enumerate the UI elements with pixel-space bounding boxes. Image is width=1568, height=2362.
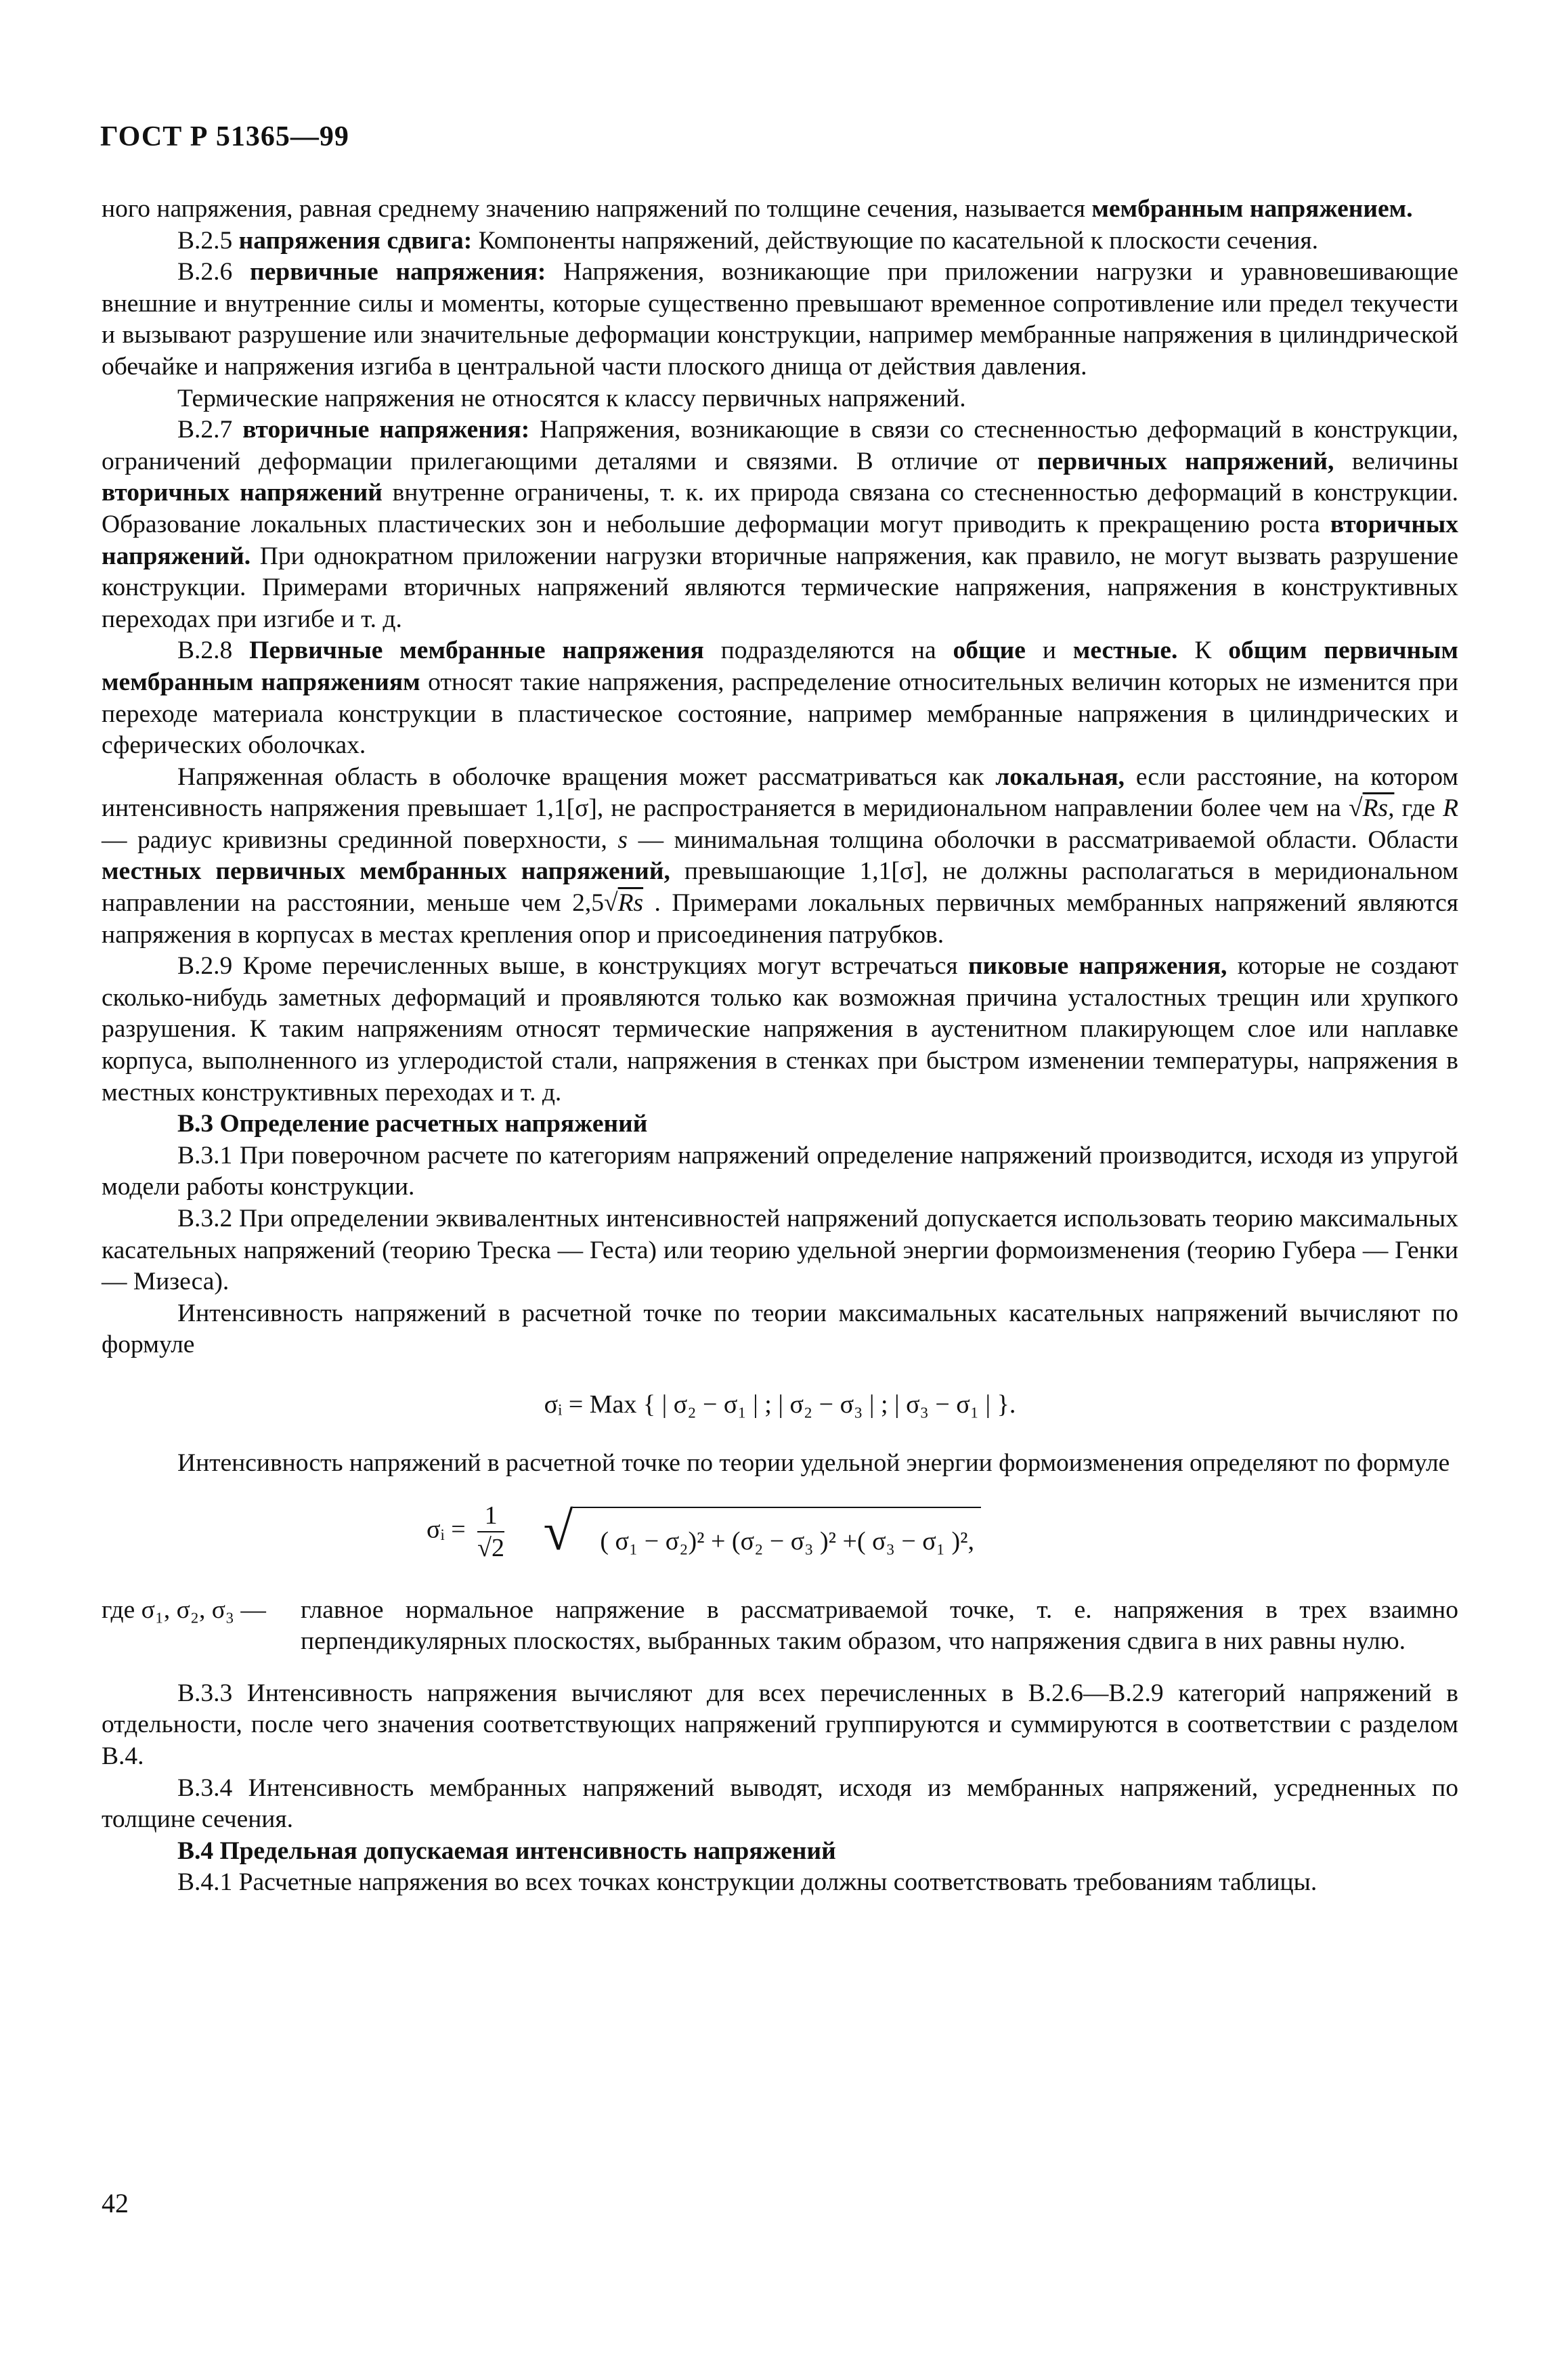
radical-sign-icon: √ — [543, 1501, 573, 1562]
paragraph-b41: В.4.1 Расчетные напряжения во всех точках конструкции должны соответствовать требованиям таблицы. — [177, 1868, 1317, 1897]
paragraph: ного напряжения, равная среднему значению напряжений по толщине сечения, называется мембранным напряжением. — [102, 195, 1413, 223]
paragraph-b34: В.3.4 Интенсивность мембранных напряжений выводят, исходя из мембранных напряжений, усредненных по толщине сечения. — [102, 1774, 1458, 1834]
paragraph: Интенсивность напряжений в расчетной точке по теории максимальных касательных напряжений вычисляют по формуле — [102, 1299, 1458, 1359]
paragraph-b28: В.2.8 Первичные мембранные напряжения подразделяются на общие и местные. К общим первичным мембранным напряжениям относят такие напряжения, распределение относительных величин которых не изменится при переходе материала конструкции в пластическое состояние, например мембранные напряжения в цилиндрических и сферических оболочках. — [102, 637, 1459, 760]
document-body — [102, 194, 1458, 1899]
formula-von-mises: σᵢ = $\frac{1}{√2}$ √ ( σ₁ − σ₂)² + (σ₂ − σ₃ )² +( σ₃ − σ₁ )², — [102, 1480, 1458, 1595]
section-heading-b3: В.3 Определение расчетных напряжений — [177, 1110, 648, 1138]
term: напряжения сдвига: — [238, 226, 473, 255]
paragraph-b26: В.2.6 первичные напряжения: Напряжения, возникающие при приложении нагрузки и уравновешивающие внешние и внутренние силы и моменты, которые существенно превышают временное сопротивление или предел текучести и вызывают разрушение или значительные деформации конструкции, например мембранные напряжения в цилиндрической обечайке и напряжения изгиба в центральной части плоского днища от действия давления. — [102, 258, 1458, 381]
fraction: $\frac{1}{√2}$ — [477, 1501, 504, 1562]
paragraph: Напряженная область в оболочке вращения может рассматриваться как локальная, если расстояние, на котором интенсивность напряжения превышает 1,1[σ], не распространяется в меридиональном направлении более чем на √Rs, где R — радиус кривизны срединной поверхности, s — минимальная толщина оболочки в рассматриваемой области. Области местных первичных мембранных напряжений, превышающие 1,1[σ], не должны располагаться в меридиональном направлении на расстоянии, меньше чем 2,5√Rs . Примерами локальных первичных мембранных напряжений являются напряжения в корпусах в местах крепления опор и присоединения патрубков. — [102, 763, 1458, 949]
paragraph-b32: В.3.2 При определении эквивалентных интенсивностей напряжений допускается использовать теорию максимальных касательных напряжений (теорию Треска — Геста) или теорию удельной энергии формоизменения (теорию Губера — Генки — Мизеса). — [102, 1205, 1458, 1296]
where-clause: где σ₁, σ₂, σ₃ — главное нормальное напряжение в рассматриваемой точке, т. е. напряжения в трех взаимно перпендикулярных плоскостях, выбранных таким образом, что напряжения сдвига в них равны нулю. — [102, 1595, 1458, 1656]
paragraph-b27: В.2.7 вторичные напряжения: Напряжения, возникающие в связи со стесненностью деформаций в конструкции, ограничений деформации прилегающими деталями и связями. В отличие от первичных напряжений, величины вторичных напряжений внутренне ограничены, т. к. их природа связана со стесненностью деформаций в конструкции. Образование локальных пластических зон и небольшие деформации могут приводить к прекращению роста вторичных напряжений. При однократном приложении нагрузки вторичные напряжения, как правило, не могут вызвать разрушение конструкции. Примерами вторичных напряжений являются термические напряжения, напряжения в конструктивных переходах при изгибе и т. д. — [102, 416, 1459, 633]
paragraph: Интенсивность напряжений в расчетной точке по теории удельной энергии формоизменения определяют по формуле — [177, 1448, 1450, 1477]
page-number: 42 — [102, 2188, 129, 2218]
formula-max-shear: σᵢ = Max { | σ₂ − σ₁ | ; | σ₂ − σ₃ | ; | σ₃ − σ₁ | }. — [544, 1390, 1016, 1419]
paragraph-b33: В.3.3 Интенсивность напряжения вычисляют для всех перечисленных в В.2.6—В.2.9 категорий напряжений в отдельности, после чего значения соответствующих напряжений группируются и суммируются в соответствии с разделом В.4. — [102, 1679, 1458, 1770]
term: вторичные напряжения: — [242, 416, 530, 444]
term: первичные напряжения: — [250, 258, 546, 286]
paragraph-b29: В.2.9 Кроме перечисленных выше, в конструкциях могут встречаться пиковые напряжения, которые не создают сколько-нибудь заметных деформаций и проявляются только как возможная причина усталостных трещин или хрупкого разрушения. К таким напряжениям относят термические напряжения в аустенитном плакирующем слое или наплавке корпуса, выполненного из углеродистой стали, напряжения в стенках при быстром изменении температуры, напряжения в местных конструктивных переходах и т. д. — [102, 952, 1458, 1107]
paragraph-b31: В.3.1 При поверочном расчете по категориям напряжений определение напряжений производится, исходя из упругой модели работы конструкции. — [102, 1141, 1458, 1201]
paragraph-b25: В.2.5 напряжения сдвига: Компоненты напряжений, действующие по касательной к плоскости сечения. — [177, 226, 1318, 255]
section-heading-b4: В.4 Предельная допускаемая интенсивность напряжений — [177, 1837, 836, 1865]
document-header: ГОСТ Р 51365—99 — [100, 121, 349, 152]
paragraph: Термические напряжения не относятся к классу первичных напряжений. — [177, 384, 966, 412]
